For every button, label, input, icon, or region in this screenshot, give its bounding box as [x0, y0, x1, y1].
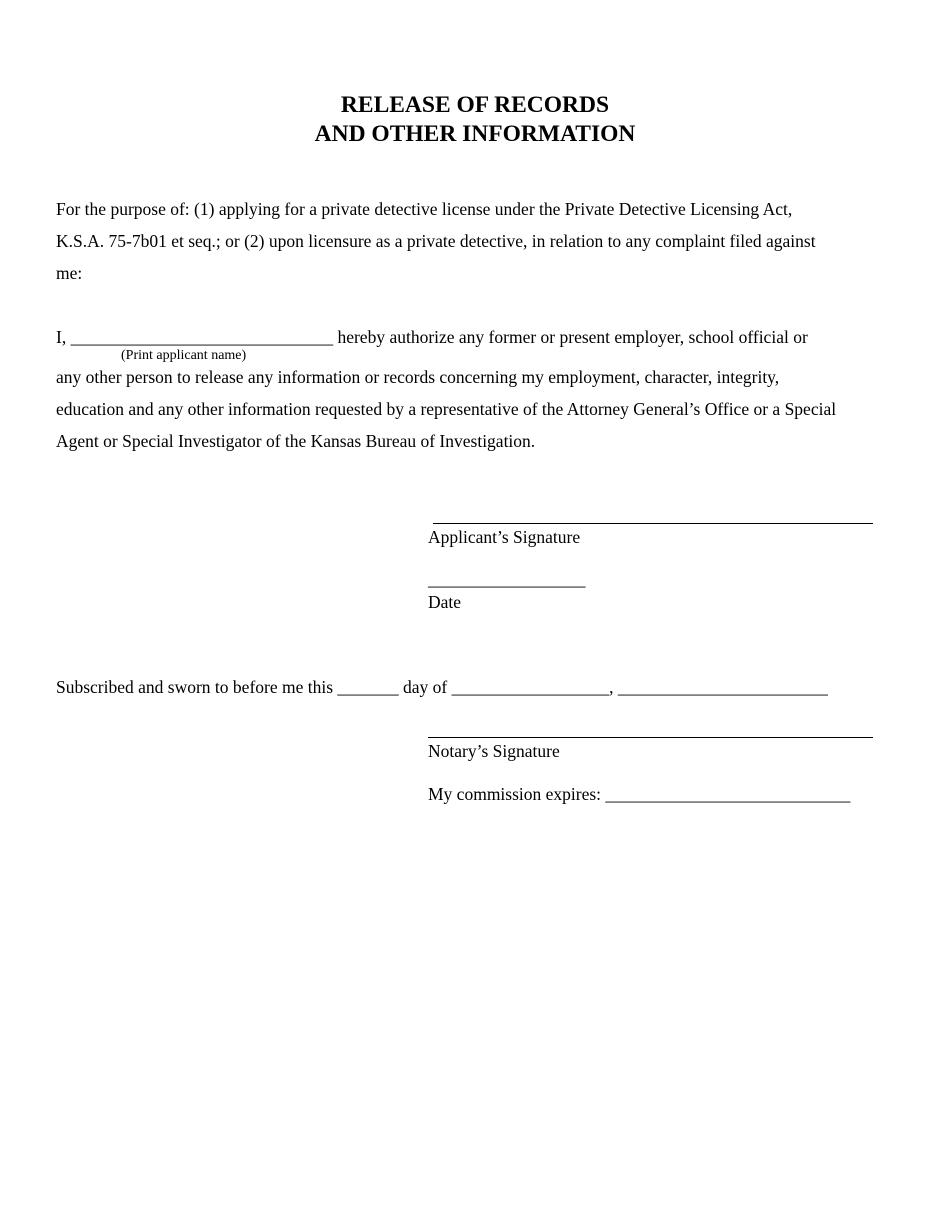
notary-signature-label: Notary’s Signature — [428, 741, 560, 761]
date-line: __________________ — [428, 569, 586, 589]
authorization-line-1: I, ______________________________ hereby authorize any former or present employer, school official or — [56, 327, 808, 347]
applicant-signature-label: Applicant’s Signature — [428, 527, 581, 547]
commission-expires: My commission expires: ____________________________ — [428, 784, 851, 804]
purpose-line-1: For the purpose of: (1) applying for a private detective license under the Private Detective Licensing Act, — [56, 199, 793, 219]
sworn-statement: Subscribed and sworn to before me this _______ day of __________________, ________________________ — [56, 677, 828, 697]
title-line-2: AND OTHER INFORMATION — [314, 121, 636, 147]
purpose-line-3: me: — [56, 263, 83, 283]
date-label: Date — [428, 592, 462, 612]
authorization-line-2: any other person to release any information or records concerning my employment, character, integrity, — [56, 367, 780, 387]
title-line-1: RELEASE OF RECORDS — [340, 92, 610, 118]
applicant-signature-line — [433, 523, 873, 524]
purpose-line-2: K.S.A. 75-7b01 et seq.; or (2) upon licensure as a private detective, in relation to any complaint filed against — [56, 231, 816, 251]
notary-signature-line — [428, 737, 873, 738]
print-name-caption: (Print applicant name) — [121, 348, 247, 363]
authorization-line-3: education and any other information requested by a representative of the Attorney General’s Office or a Special — [56, 399, 837, 419]
authorization-line-4: Agent or Special Investigator of the Kansas Bureau of Investigation. — [56, 431, 536, 451]
